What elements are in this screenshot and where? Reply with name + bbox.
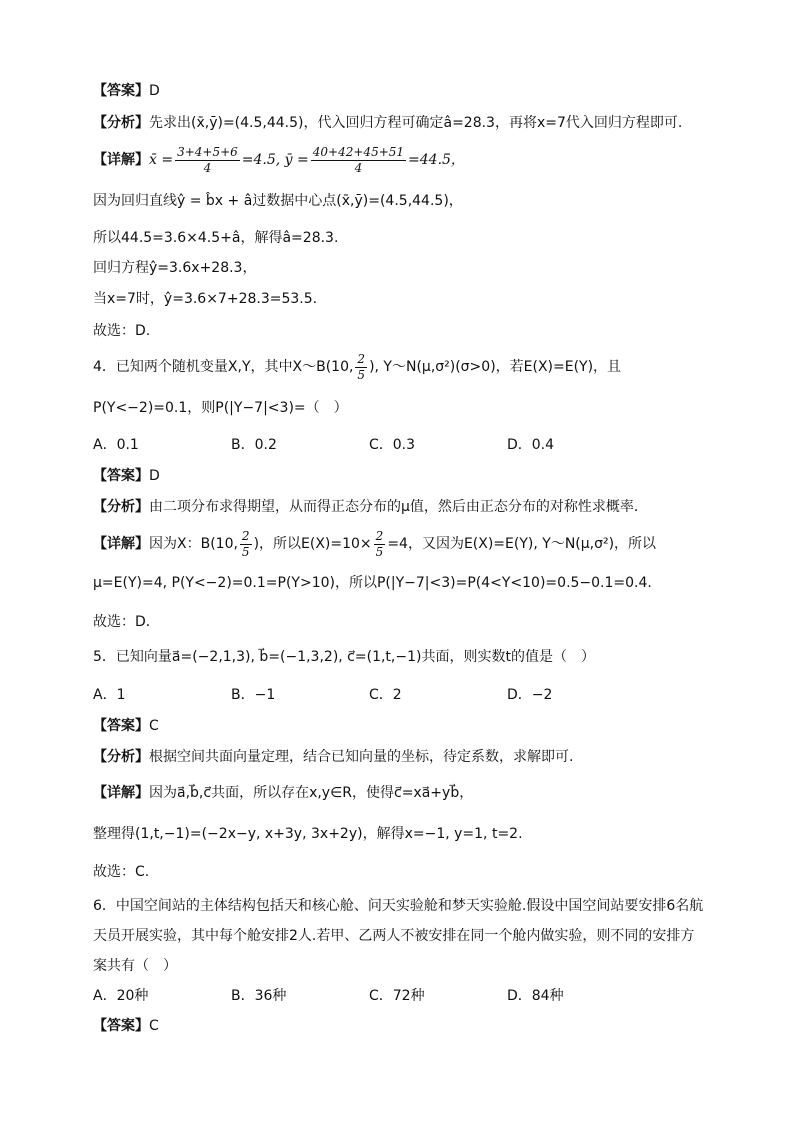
q4-detail-fraction-1-denominator: 5 — [241, 544, 250, 559]
q5-analysis-line — [93, 746, 734, 768]
q4-detail-line-1 — [93, 525, 734, 563]
q4-analysis-line — [93, 496, 734, 518]
q3-detail-line-5: 当x=7时，ŷ=3.6×7+28.3=53.5. — [93, 291, 318, 307]
q5-option-d: D．−2 — [507, 687, 553, 703]
q4-detail-line-2: μ=E(Y)=4, P(Y<−2)=0.1=P(Y>10)，所以P(|Y−7|<3)=P(4<Y<10)=0.5−0.1=0.4. — [93, 575, 652, 591]
q5-stem: 5．已知向量a⃗=(−2,1,3), b⃗=(−1,3,2), c⃗=(1,t,−1)共面，则实数t的值是（ ） — [93, 649, 595, 665]
q3-fraction-y-denominator: 4 — [354, 160, 363, 175]
q6-stem-line-2: 天员开展实验，其中每个舱安排2人.若甲、乙两人不被安排在同一个舱内做实验，则不同的安排方 — [93, 928, 695, 944]
q6-answer-value: C — [149, 1018, 159, 1034]
q6-option-c: C．72种 — [369, 988, 425, 1004]
q4-detail-fraction-2-numerator: 2 — [375, 528, 384, 543]
q3-detail-line-3: 所以44.5=3.6×4.5+â，解得â=28.3. — [93, 230, 339, 246]
q5-detail-line-2: 整理得(1,t,−1)=(−2x−y, x+3y, 3x+2y)，解得x=−1, y=1, t=2. — [93, 826, 523, 842]
q4-stem-fraction — [355, 352, 367, 383]
q3-answer-line — [93, 80, 734, 102]
q6-options — [93, 985, 734, 1007]
q3-mean-x-label: x̄ = — [149, 152, 174, 168]
q4-stem-line-1 — [93, 348, 734, 386]
answer-label: 【答案】 — [93, 718, 149, 734]
q4-stem-part-b: ), Y～N(μ,σ²)(σ>0)，若E(X)=E(Y)，且 — [369, 359, 622, 375]
q5-option-a: A．1 — [93, 687, 126, 703]
q3-detail-line-2: 因为回归直线ŷ = b̂x + â过数据中心点(x̄,ȳ)=(4.5,44.5)， — [93, 193, 463, 209]
q5-answer-value: C — [149, 718, 159, 734]
q4-answer-line — [93, 465, 734, 487]
q5-detail-text-1: 因为a⃗,b⃗,c⃗共面，所以存在x,y∈R，使得c⃗=xa⃗+yb⃗， — [149, 785, 474, 801]
detail-label: 【详解】 — [93, 785, 149, 801]
q5-answer-line — [93, 715, 734, 737]
q4-stem-part-a: 4．已知两个随机变量X,Y，其中X～B(10, — [93, 359, 354, 375]
q4-detail-fraction-1-numerator: 2 — [241, 528, 250, 543]
q4-stem-fraction-denominator: 5 — [357, 367, 366, 382]
answer-label: 【答案】 — [93, 83, 149, 99]
q5-analysis-text: 根据空间共面向量定理，结合已知向量的坐标，待定系数，求解即可. — [149, 749, 574, 765]
q3-fraction-x-numerator: 3+4+5+6 — [177, 144, 238, 159]
q6-option-d: D．84种 — [507, 988, 564, 1004]
q4-stem-line-2: P(Y<−2)=0.1，则P(|Y−7|<3)=（ ） — [93, 400, 348, 416]
q4-detail-part-a: 因为X：B(10, — [149, 536, 238, 552]
q6-stem-line-1: 6．中国空间站的主体结构包括天和核心舱、问天实验舱和梦天实验舱.假设中国空间站要安排6名航 — [93, 898, 704, 914]
q5-option-c: C．2 — [369, 687, 402, 703]
q3-detail-line-4: 回归方程ŷ=3.6x+28.3， — [93, 260, 257, 276]
q4-option-b: B．0.2 — [231, 437, 277, 453]
q6-option-b: B．36种 — [231, 988, 287, 1004]
q6-stem-line-3: 案共有（ ） — [93, 958, 177, 974]
q3-mean-y-label: =4.5, ȳ = — [241, 152, 309, 168]
q4-stem-fraction-numerator: 2 — [357, 351, 366, 366]
q5-option-b: B．−1 — [231, 687, 276, 703]
answer-label: 【答案】 — [93, 468, 149, 484]
q3-fraction-x-denominator: 4 — [203, 160, 212, 175]
q4-option-c: C．0.3 — [369, 437, 416, 453]
q4-detail-fraction-2 — [374, 529, 386, 560]
q5-detail-line-3: 故选：C. — [93, 864, 150, 880]
analysis-label: 【分析】 — [93, 749, 149, 765]
q4-option-d: D．0.4 — [507, 437, 555, 453]
detail-label: 【详解】 — [93, 536, 149, 552]
answer-label: 【答案】 — [93, 1018, 149, 1034]
q5-options — [93, 684, 734, 706]
q4-analysis-text: 由二项分布求得期望，从而得正态分布的μ值，然后由正态分布的对称性求概率． — [149, 499, 648, 515]
q3-mean-y-value: =44.5， — [408, 152, 465, 168]
q4-detail-fraction-1 — [240, 529, 252, 560]
q4-detail-fraction-2-denominator: 5 — [375, 544, 384, 559]
q4-detail-part-c: =4，又因为E(X)=E(Y), Y～N(μ,σ²)，所以 — [387, 536, 657, 552]
analysis-label: 【分析】 — [93, 115, 149, 131]
q3-fraction-y — [311, 145, 406, 176]
q3-detail-line-6: 故选：D. — [93, 323, 151, 339]
q4-options — [93, 434, 734, 456]
analysis-label: 【分析】 — [93, 499, 149, 515]
q6-answer-line — [93, 1015, 734, 1037]
q3-answer-value: D — [149, 83, 160, 99]
q3-fraction-y-numerator: 40+42+45+51 — [312, 144, 405, 159]
q4-option-a: A．0.1 — [93, 437, 139, 453]
q6-option-a: A．20种 — [93, 988, 149, 1004]
q3-analysis-line — [93, 112, 734, 134]
q3-fraction-x — [175, 145, 240, 176]
q3-analysis-text: 先求出(x̄,ȳ)=(4.5,44.5)，代入回归方程可确定â=28.3，再将x=7代入回归方程即可. — [149, 115, 683, 131]
q3-detail-line-1 — [93, 141, 734, 179]
q5-detail-line-1 — [93, 782, 734, 804]
q4-detail-line-3: 故选：D． — [93, 614, 160, 630]
q4-answer-value: D — [149, 468, 160, 484]
detail-label: 【详解】 — [93, 152, 149, 168]
q4-detail-part-b: )，所以E(X)=10× — [253, 536, 372, 552]
